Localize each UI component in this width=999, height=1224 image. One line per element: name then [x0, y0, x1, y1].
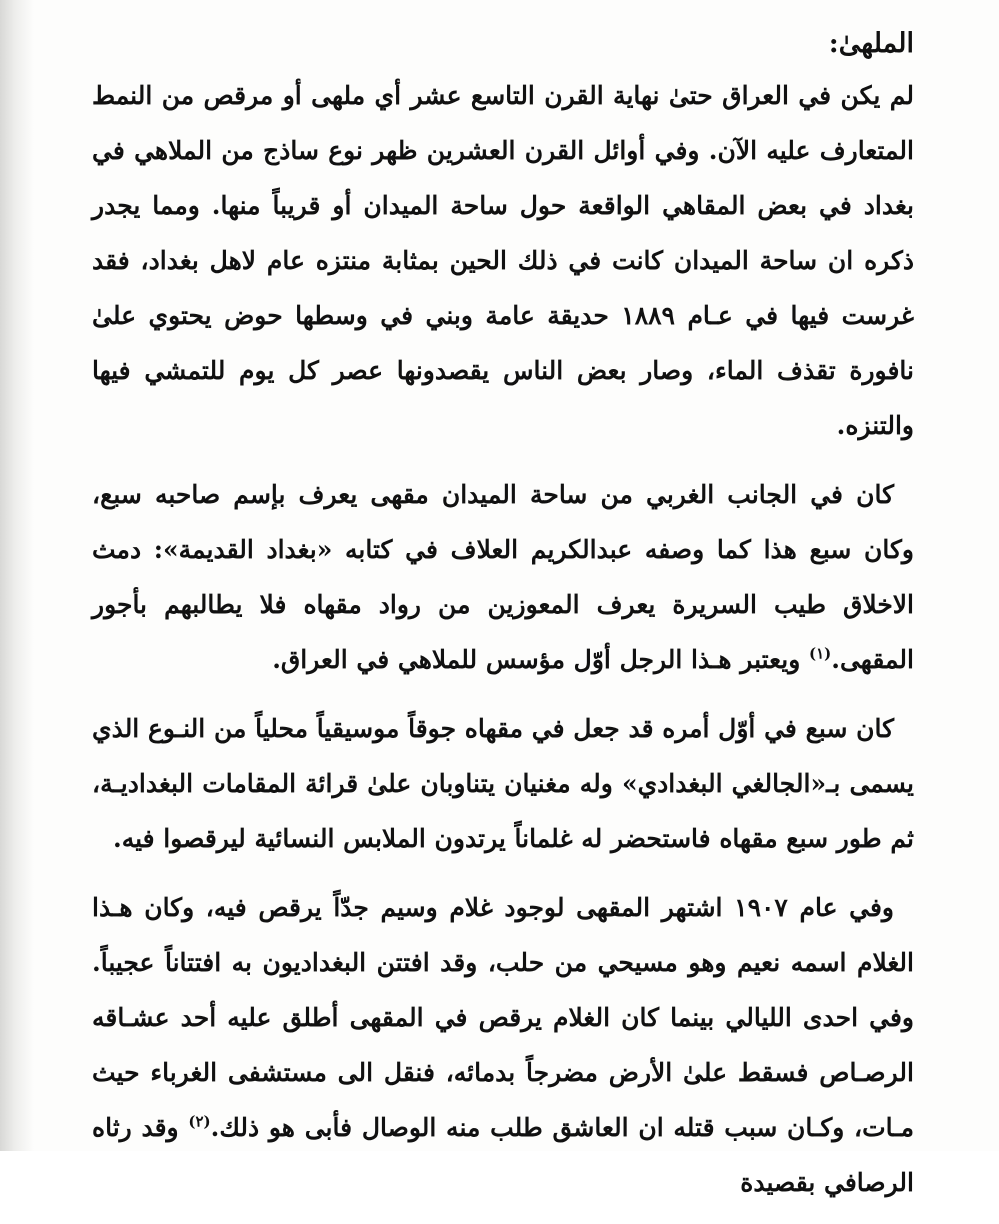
paragraph-1-text: لم يكن في العراق حتىٰ نهاية القرن التاسع عشر أي ملهى أو مرقص من النمط المتعارف عليه الآن. وفي أوائل القرن العشرين ظهر نوع ساذج من الملاهي في بغداد في بعض المقاهي الواقعة حول ساحة الميدان أو قريباً منها. ومما يجدر ذكره ان ساحة الميدان كانت في ذلك الحين بمثابة منتزه عام لاهل بغداد، فقد غرست فيها في عـام ١٨٨٩ حديقة عامة وبني في وسطها حوض يحتوي علىٰ نافورة تقذف الماء، وصار بعض الناس يقصدونها عصر كل يوم للتمشي فيها والتنزه.	[92, 81, 914, 440]
paragraph-4-text-before-note: وفي عام ١٩٠٧ اشتهر المقهى لوجود غلام وسيم جدّاً يرقص فيه، وكان هـذا الغلام اسمه نعيم وهو مسيحي من حلب، وقد افتتن البغداديون به افتتاناً عجيباً. وفي احدى الليالي بينما كان الغلام يرقص في المقهى أطلق عليه أحد عشـاقه الرصـاص فسقط علىٰ الأرض مضرجاً بدمائه، فنقل الى مستشفى الغرباء حيث مـات، وكـان سبب قتله ان العاشق طلب منه الوصال فأبى هو ذلك.	[92, 893, 914, 1142]
paragraph-2	[92, 467, 914, 687]
paragraph-4	[92, 880, 914, 1210]
paragraph-1	[92, 68, 914, 453]
footnote-marker-1[interactable]: (١)	[808, 644, 832, 663]
paragraph-4-text-after-note: وقد رثاه الرصافي بقصيدة	[92, 1113, 914, 1197]
section-heading: الملهىٰ:	[828, 28, 914, 59]
paragraph-2-text-before-note: كان في الجانب الغربي من ساحة الميدان مقهى يعرف بإسم صاحبه سبع، وكان سبع هذا كما وصفه عبدالكريم العلاف في كتابه «بغداد القديمة»: دمث الاخلاق طيب السريرة يعرف المعوزين من رواد مقهاه فلا يطالبهم بأجور المقهى.	[92, 480, 914, 674]
footnote-marker-2[interactable]: (٢)	[188, 1112, 211, 1131]
text-column	[92, 24, 914, 1224]
paragraph-3	[92, 701, 914, 866]
paragraph-3-text: كان سبع في أوّل أمره قد جعل في مقهاه جوقاً موسيقياً محلياً من النـوع الذي يسمى بـ«الجالغي البغدادي» وله مغنيان يتناوبان علىٰ قرائة المقامات البغداديـة، ثم طور سبع مقهاه فاستحضر له غلماناً يرتدون الملابس النسائية ليرقصوا فيه.	[92, 714, 914, 853]
page-edge-shadow	[0, 0, 34, 1151]
paragraph-2-text-after-note: ويعتبر هـذا الرجل أوّل مؤسس للملاهي في العراق.	[272, 645, 809, 674]
